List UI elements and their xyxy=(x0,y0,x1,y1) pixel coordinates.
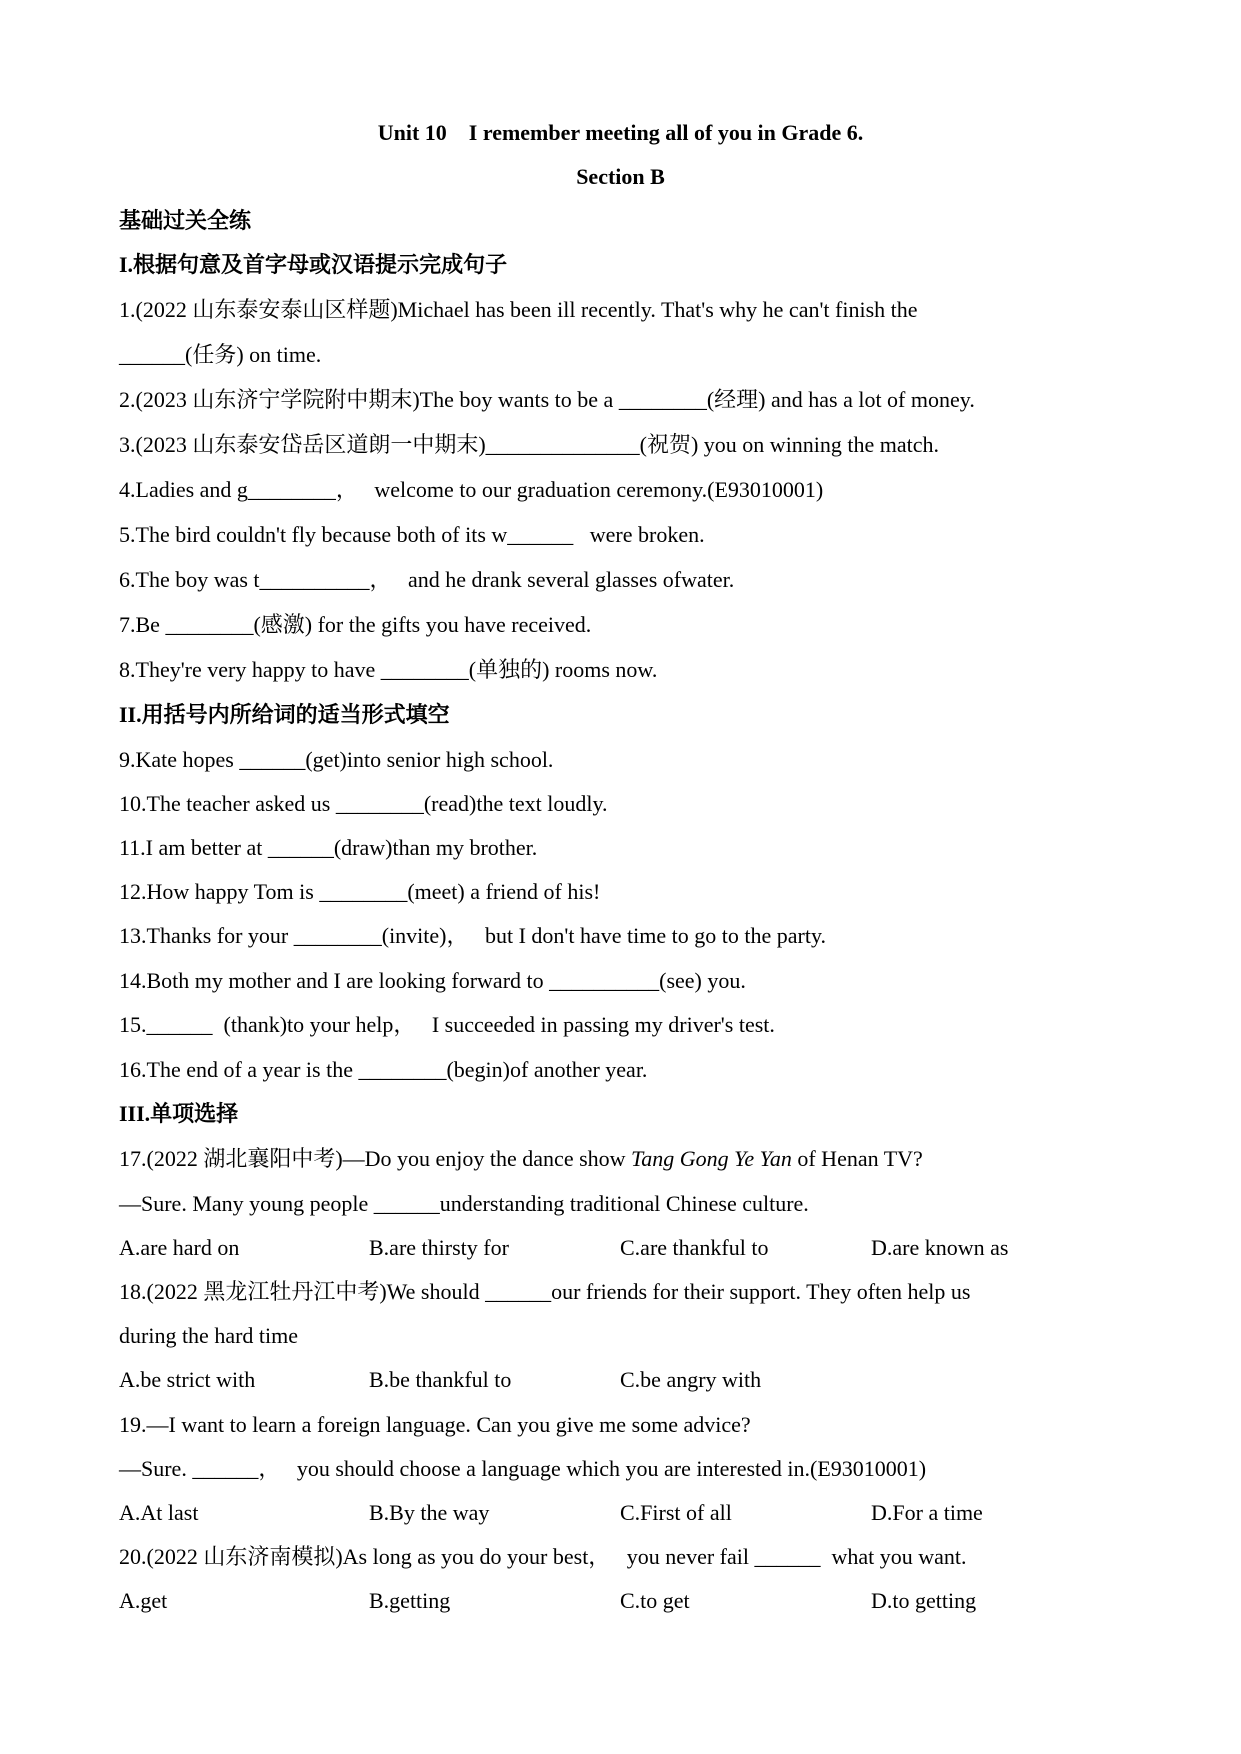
question-17-stem xyxy=(119,1144,923,1174)
question-9: 9.Kate hopes ______(get)into senior high school. xyxy=(119,747,554,772)
question-17-stem-italic: Tang Gong Ye Yan xyxy=(631,1146,792,1171)
question-20-option-b: B.getting xyxy=(369,1588,451,1613)
question-18-option-b: B.be thankful to xyxy=(369,1367,512,1392)
question-19-option-d: D.For a time xyxy=(871,1500,983,1525)
question-17-stem-after: of Henan TV? xyxy=(791,1146,923,1171)
question-18-option-a: A.be strict with xyxy=(119,1367,256,1392)
question-16: 16.The end of a year is the ________(begin)of another year. xyxy=(119,1057,648,1082)
question-14: 14.Both my mother and I are looking forward to __________(see) you. xyxy=(119,968,746,993)
question-20-option-c: C.to get xyxy=(620,1588,690,1613)
question-11: 11.I am better at ______(draw)than my brother. xyxy=(119,835,538,860)
section-subtitle: Section B xyxy=(576,164,665,189)
section2-heading: II.用括号内所给词的适当形式填空 xyxy=(119,702,450,727)
question-19-line2: —Sure. ______， you should choose a language which you are interested in.(E93010001) xyxy=(119,1456,927,1481)
question-17-option-c: C.are thankful to xyxy=(620,1235,769,1260)
question-19-line1: 19.—I want to learn a foreign language. Can you give me some advice? xyxy=(119,1412,751,1437)
question-1-line2: ______(任务) on time. xyxy=(119,342,322,367)
question-17-option-a: A.are hard on xyxy=(119,1235,240,1260)
question-4: 4.Ladies and g________， welcome to our graduation ceremony.(E93010001) xyxy=(119,477,824,502)
question-19-option-a: A.At last xyxy=(119,1500,199,1525)
question-17-stem-before: 17.(2022 湖北襄阳中考)—Do you enjoy the dance show xyxy=(119,1146,632,1171)
question-8: 8.They're very happy to have ________(单独的) rooms now. xyxy=(119,657,658,682)
question-18-option-c: C.be angry with xyxy=(620,1367,762,1392)
section3-heading: III.单项选择 xyxy=(119,1101,239,1126)
question-20-option-a: A.get xyxy=(119,1588,168,1613)
question-18-line2: during the hard time xyxy=(119,1323,299,1348)
question-17-line2: —Sure. Many young people ______understanding traditional Chinese culture. xyxy=(119,1191,809,1216)
question-5: 5.The bird couldn't fly because both of its w______ were broken. xyxy=(119,522,705,547)
section1-heading: I.根据句意及首字母或汉语提示完成句子 xyxy=(119,252,508,277)
question-6: 6.The boy was t__________， and he drank several glasses ofwater. xyxy=(119,567,735,592)
question-17-option-d: D.are known as xyxy=(871,1235,1009,1260)
question-12: 12.How happy Tom is ________(meet) a friend of his! xyxy=(119,879,601,904)
question-15: 15.______ (thank)to your help， I succeeded in passing my driver's test. xyxy=(119,1012,775,1037)
question-18-line1: 18.(2022 黑龙江牡丹江中考)We should ______our friends for their support. They often help us xyxy=(119,1279,971,1304)
question-1-line1: 1.(2022 山东泰安泰山区样题)Michael has been ill recently. That's why he can't finish the xyxy=(119,297,918,322)
question-19-option-b: B.By the way xyxy=(369,1500,490,1525)
page-title: Unit 10 I remember meeting all of you in Grade 6. xyxy=(377,120,864,145)
practice-label: 基础过关全练 xyxy=(119,208,252,233)
question-19-option-c: C.First of all xyxy=(620,1500,732,1525)
question-17-option-b: B.are thirsty for xyxy=(369,1235,509,1260)
question-7: 7.Be ________(感激) for the gifts you have received. xyxy=(119,612,592,637)
question-3: 3.(2023 山东泰安岱岳区道朗一中期末)______________(祝贺) you on winning the match. xyxy=(119,432,940,457)
question-10: 10.The teacher asked us ________(read)the text loudly. xyxy=(119,791,608,816)
question-2: 2.(2023 山东济宁学院附中期末)The boy wants to be a ________(经理) and has a lot of money. xyxy=(119,387,975,412)
question-20-option-d: D.to getting xyxy=(871,1588,977,1613)
question-13: 13.Thanks for your ________(invite)， but I don't have time to go to the party. xyxy=(119,923,827,948)
question-20-line1: 20.(2022 山东济南模拟)As long as you do your best， you never fail ______ what you want. xyxy=(119,1544,967,1569)
